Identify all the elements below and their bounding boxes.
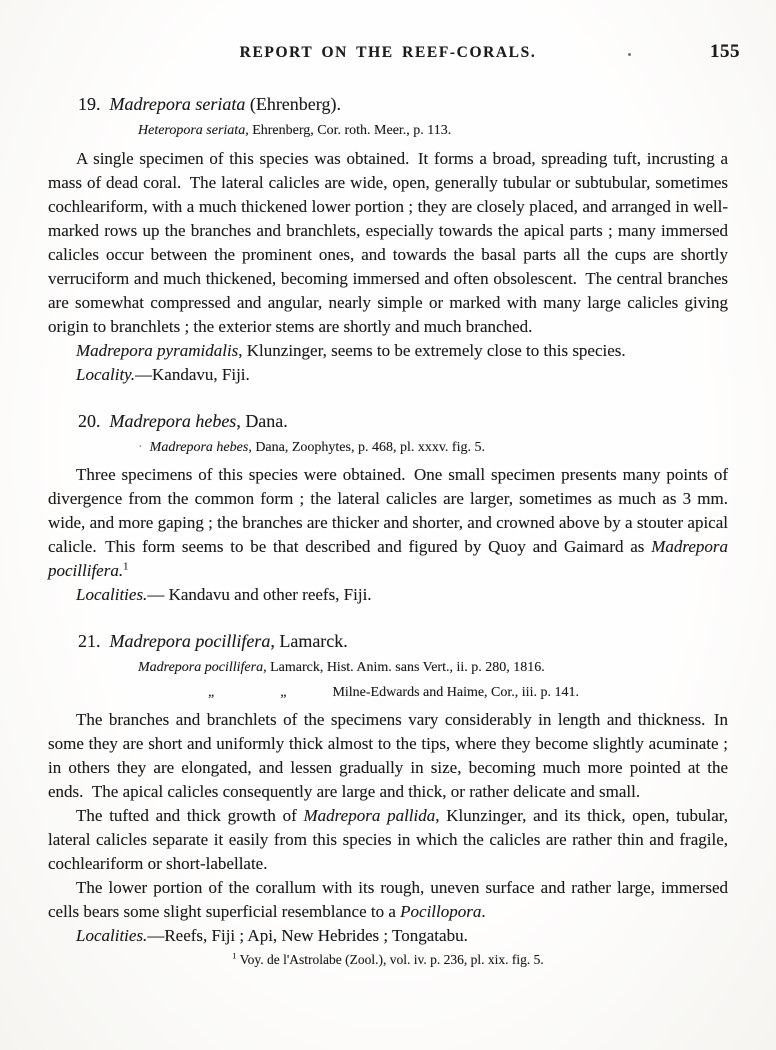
synonymy-citation: · Madrepora hebes, Dana, Zoophytes, p. 468, pl. xxxv. fig. 5. [138,439,485,455]
footnote-area [48,951,728,969]
description-paragraph: The tufted and thick growth of Madrepora pallida, Klunzinger, and its thick, open, tubular, lateral calicles separate it easily from this species in which the calicles are rather thin and fragile, cochleariform or short-labellate. [48,806,728,873]
description-paragraph: The branches and branchlets of the specimens vary considerably in length and thickness. In some they are short and uniformly thick almost to the tips, where they become slightly acuminate ; in others they are elongated, and lessen gradually in size, becoming much more pointed at the ends. The apical calicles consequently are large and thick, or rather delicate and small. [48,710,728,801]
description-paragraph: Three specimens of this species were obtained. One small specimen presents many points of divergence from the common form ; the lateral calicles are larger, sometimes as much as 3 mm. wide, and more gaping ; the branches are thicker and shorter, and crowned above by a stouter apical calicle. This form seems to be that described and figured by Quoy and Gaimard as Madrepora pocillifera.$^1$ [48,465,728,580]
ink-speck [628,53,631,56]
species-heading-21: 21. Madrepora pocillifera, Lamarck. [78,631,348,651]
species-heading-20: 20. Madrepora hebes, Dana. [78,410,288,431]
synonymy-citation: Madrepora pocillifera, Lamarck, Hist. Anim. sans Vert., ii. p. 280, 1816. [138,660,545,675]
footnote: $^1$ Voy. de l'Astrolabe (Zool.), vol. iv. p. 236, pl. xix. fig. 5. [232,951,544,967]
species-heading-19: 19. Madrepora seriata (Ehrenberg). [78,94,341,114]
description-paragraph: The lower portion of the corallum with its rough, uneven surface and rather large, immersed cells bears some slight superficial resemblance to a Pocillopora. [48,878,728,921]
species-section-19 [48,92,728,387]
species-section-21 [48,629,728,948]
locality-line: Locality.—Kandavu, Fiji. [76,364,250,384]
running-title: REPORT ON THE REEF-CORALS. [239,44,537,61]
description-paragraph: A single specimen of this species was obtained. It forms a broad, spreading tuft, incrusting a mass of dead coral. The lateral calicles are wide, open, generally tubular or subtubular, sometimes cochleariform, with a much thickened lower portion ; they are closely placed, and arranged in well-marked rows up the branches and branchlets, especially towards the apical parts ; many immersed calicles occur between the prominent ones, and towards the basal parts all the cups are shortly verruciform and much thickened, becoming immersed and often obsolescent. The central branches are somewhat compressed and angular, nearly simple or marked with many large calicles giving origin to branchlets ; the exterior stems are shortly and much branched. [48,148,728,336]
remark-line: Madrepora pyramidalis, Klunzinger, seems to be extremely close to this species. [76,340,626,360]
species-section-20 [48,409,728,608]
page-number: 155 [710,41,740,62]
page-header [48,41,740,66]
synonymy-citation-ditto: „ „ Milne-Edwards and Haime, Cor., iii. p. 141. [208,684,579,700]
locality-line: Localities.—Reefs, Fiji ; Api, New Hebrides ; Tongatabu. [76,926,468,945]
synonymy-citation: Heteropora seriata, Ehrenberg, Cor. roth. Meer., p. 113. [138,123,452,138]
page-body [48,92,728,948]
locality-line: Localities.— Kandavu and other reefs, Fiji. [76,585,372,604]
